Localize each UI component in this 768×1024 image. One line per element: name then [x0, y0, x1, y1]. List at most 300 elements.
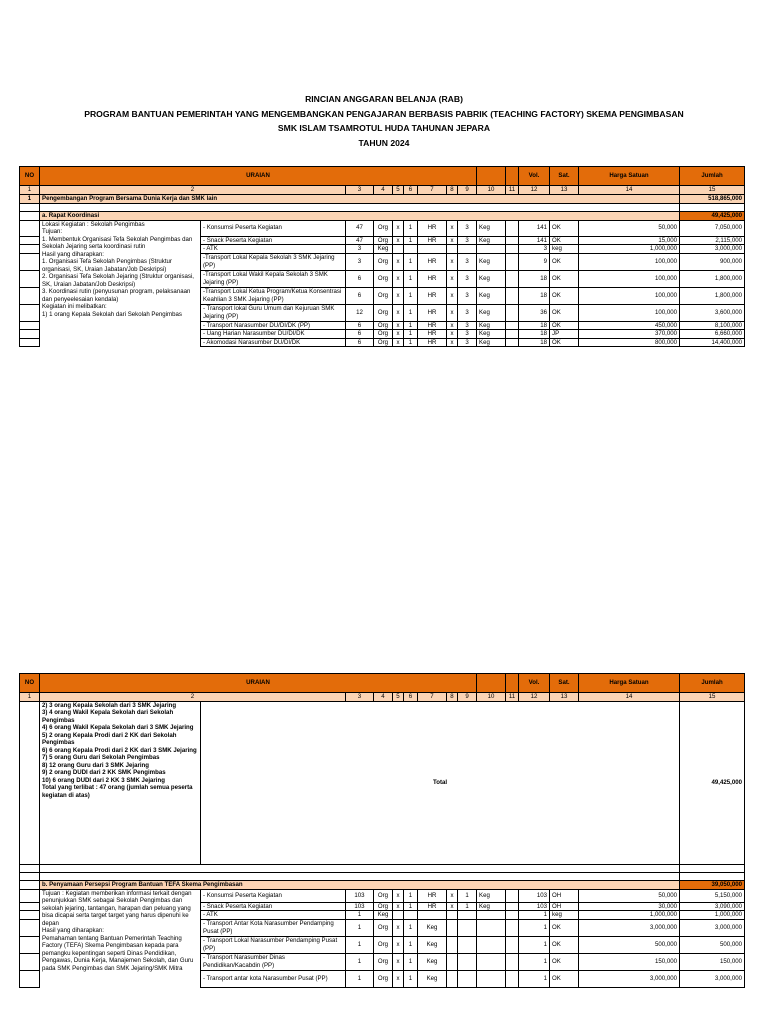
item-unit: Org: [374, 304, 393, 321]
item-vol: 18: [519, 330, 550, 339]
item-amount: 150,000: [680, 953, 745, 970]
item-vol: 18: [519, 270, 550, 287]
item-times: x: [393, 236, 404, 245]
item-vol: 1: [519, 936, 550, 953]
item-day-unit: Keg: [418, 936, 447, 953]
item-name: - Akomodasi Narasumber DU/DI/DK: [201, 338, 346, 347]
item-day-unit: Keg: [418, 953, 447, 970]
col-jumlah-header: Jumlah: [680, 167, 745, 186]
item-unit: Org: [374, 889, 393, 902]
activity-description: Tujuan : Kegiatan memberikan informasi terkait dengan penunjukkan SMK sebagai Sekolah Pengimbas dan sekolah jejaring, tantangan, harapan dan peluang yang bisa dicapai serta target target yang harus dipenuhi ke depan Hasil yang diharapkan: Pemahaman tentang Bantuan Pemerintah Teaching Factory (TEFA) Skema Pengimbasan kepada para pemangku kepentingan seperti Dinas Pendidikan, Pengawas, Dunia Kerja, Manajemen Sekolah, dan Guru pada SMK Pengimbas dan SMK Jejaring/SMK Mitra: [40, 889, 201, 987]
section-title: Pengembangan Program Bersama Dunia Kerja dan SMK lain: [40, 194, 680, 203]
col-number: 10: [477, 186, 506, 195]
spacer-row: [20, 203, 745, 211]
item-sat: OK: [550, 936, 579, 953]
rab-table-page2: [19, 673, 745, 988]
item-qty: 47: [346, 236, 374, 245]
item-times: x: [393, 253, 404, 270]
item-amount: 3,090,000: [680, 902, 745, 911]
item-vol: 1: [519, 919, 550, 936]
col-number: 4: [374, 693, 393, 702]
item-day-unit: HR: [418, 220, 447, 236]
item-days: 1: [404, 919, 418, 936]
item-freq: 3: [458, 321, 477, 330]
item-freq-unit: [477, 919, 506, 936]
item-price: 100,000: [579, 287, 680, 304]
item-freq-unit: Keg: [477, 220, 506, 236]
item-vol: 18: [519, 321, 550, 330]
item-price: 450,000: [579, 321, 680, 330]
item-freq: 3: [458, 220, 477, 236]
item-times: x: [447, 220, 458, 236]
item-unit: Org: [374, 330, 393, 339]
item-qty: 1: [346, 936, 374, 953]
item-qty: 3: [346, 245, 374, 254]
item-name: -Transport Lokal Wakil Kepala Sekolah 3 SMK Jejaring (PP): [201, 270, 346, 287]
col-number: 5: [393, 186, 404, 195]
item-sat: OK: [550, 270, 579, 287]
item-amount: 6,660,000: [680, 330, 745, 339]
item-vol: 36: [519, 304, 550, 321]
item-blank: [506, 287, 519, 304]
item-amount: 1,800,000: [680, 287, 745, 304]
item-name: - Konsumsi Peserta Kegiatan: [201, 889, 346, 902]
col-number: 7: [418, 693, 447, 702]
item-times: [447, 970, 458, 987]
item-times: x: [447, 889, 458, 902]
item-qty: 6: [346, 270, 374, 287]
item-day-unit: HR: [418, 321, 447, 330]
item-price: 100,000: [579, 304, 680, 321]
item-blank: [506, 330, 519, 339]
item-freq-unit: Keg: [477, 902, 506, 911]
section-total: 518,865,000: [680, 194, 745, 203]
item-blank: [506, 911, 519, 920]
item-amount: 5,150,000: [680, 889, 745, 902]
item-name: -Transport Lokal Kepala Sekolah 3 SMK Jejaring (PP): [201, 253, 346, 270]
item-price: 50,000: [579, 889, 680, 902]
item-times: [447, 911, 458, 920]
item-blank: [506, 889, 519, 902]
col-harga-header: Harga Satuan: [579, 674, 680, 693]
item-times: [393, 245, 404, 254]
item-day-unit: HR: [418, 338, 447, 347]
item-freq: 3: [458, 253, 477, 270]
item-blank: [506, 304, 519, 321]
item-row: [20, 220, 745, 236]
item-days: 1: [404, 287, 418, 304]
col-number: 14: [579, 186, 680, 195]
item-times: x: [447, 270, 458, 287]
item-blank: [506, 236, 519, 245]
item-name: - ATK: [201, 911, 346, 920]
item-freq-unit: [477, 970, 506, 987]
item-sat: OK: [550, 953, 579, 970]
item-days: 1: [404, 270, 418, 287]
item-unit: Org: [374, 253, 393, 270]
col-sat-header: Sat.: [550, 167, 579, 186]
item-times: [447, 936, 458, 953]
item-times: x: [393, 919, 404, 936]
item-qty: 103: [346, 902, 374, 911]
item-days: 1: [404, 304, 418, 321]
item-sat: OK: [550, 321, 579, 330]
item-price: 150,000: [579, 953, 680, 970]
col-jumlah-header: Jumlah: [680, 674, 745, 693]
col-uraian-header: URAIAN: [40, 674, 477, 693]
item-sat: keg: [550, 911, 579, 920]
item-times: x: [447, 236, 458, 245]
item-day-unit: HR: [418, 270, 447, 287]
col-blank-header: [477, 167, 506, 186]
col-no-header: NO: [20, 167, 40, 186]
item-amount: 3,000,000: [680, 970, 745, 987]
item-sat: OK: [550, 919, 579, 936]
item-unit: Keg: [374, 911, 393, 920]
col-number: 8: [447, 693, 458, 702]
item-times: x: [393, 304, 404, 321]
item-vol: 1: [519, 911, 550, 920]
item-amount: 1,000,000: [680, 911, 745, 920]
item-times: x: [393, 953, 404, 970]
item-freq: 3: [458, 236, 477, 245]
item-times: x: [393, 287, 404, 304]
item-unit: Org: [374, 970, 393, 987]
item-sat: OK: [550, 220, 579, 236]
item-unit: Org: [374, 270, 393, 287]
col-number: 15: [680, 186, 745, 195]
column-number-row: [20, 186, 745, 195]
item-day-unit: HR: [418, 330, 447, 339]
item-name: - Transport antar kota Narasumber Pusat (PP): [201, 970, 346, 987]
item-price: 500,000: [579, 936, 680, 953]
item-days: [404, 245, 418, 254]
item-blank: [506, 936, 519, 953]
doc-school-name: SMK ISLAM TSAMROTUL HUDA TAHUNAN JEPARA: [277, 123, 491, 133]
item-amount: 8,100,000: [680, 321, 745, 330]
doc-title: RINCIAN ANGGARAN BELANJA (RAB): [305, 94, 463, 104]
col-number: 14: [579, 693, 680, 702]
item-days: 1: [404, 321, 418, 330]
item-qty: 103: [346, 889, 374, 902]
item-price: 100,000: [579, 253, 680, 270]
rab-table-page1: [19, 166, 745, 347]
item-blank: [506, 953, 519, 970]
item-price: 800,000: [579, 338, 680, 347]
item-blank: [506, 245, 519, 254]
col-number: 7: [418, 186, 447, 195]
item-times: x: [447, 287, 458, 304]
col-number: 11: [506, 186, 519, 195]
item-freq-unit: Keg: [477, 287, 506, 304]
section-row: [20, 194, 745, 203]
item-sat: OK: [550, 253, 579, 270]
item-unit: Keg: [374, 245, 393, 254]
col-blank-header: [506, 167, 519, 186]
total-label: Total: [201, 701, 680, 864]
item-times: x: [393, 902, 404, 911]
item-vol: 103: [519, 889, 550, 902]
item-price: 3,000,000: [579, 919, 680, 936]
col-number: 12: [519, 693, 550, 702]
col-number: 3: [346, 186, 374, 195]
item-freq-unit: Keg: [477, 889, 506, 902]
item-amount: 2,115,000: [680, 236, 745, 245]
item-day-unit: HR: [418, 304, 447, 321]
item-freq: 1: [458, 889, 477, 902]
item-day-unit: HR: [418, 902, 447, 911]
col-number: 13: [550, 186, 579, 195]
col-number: 9: [458, 693, 477, 702]
item-freq: [458, 953, 477, 970]
spacer-row: [20, 872, 745, 880]
item-qty: 6: [346, 287, 374, 304]
item-price: 50,000: [579, 220, 680, 236]
item-amount: 3,000,000: [680, 919, 745, 936]
col-no-header: NO: [20, 674, 40, 693]
item-freq: [458, 245, 477, 254]
item-qty: 1: [346, 953, 374, 970]
item-amount: 3,000,000: [680, 245, 745, 254]
col-number: 6: [404, 693, 418, 702]
item-name: - Snack Peserta Kegiatan: [201, 236, 346, 245]
item-qty: 12: [346, 304, 374, 321]
items-subsection-a: [20, 220, 745, 347]
item-freq: [458, 911, 477, 920]
item-qty: 1: [346, 911, 374, 920]
item-day-unit: HR: [418, 889, 447, 902]
total-row: [20, 701, 745, 864]
item-freq-unit: Keg: [477, 253, 506, 270]
item-day-unit: HR: [418, 287, 447, 304]
item-name: - Transport Lokal Narasumber Pendamping Pusat (PP): [201, 936, 346, 953]
item-day-unit: HR: [418, 236, 447, 245]
item-times: x: [447, 253, 458, 270]
item-sat: JP: [550, 330, 579, 339]
item-price: 1,000,000: [579, 245, 680, 254]
item-days: 1: [404, 330, 418, 339]
item-times: x: [447, 321, 458, 330]
item-freq: 3: [458, 330, 477, 339]
item-blank: [506, 902, 519, 911]
item-days: [404, 911, 418, 920]
activity-description: Lokasi Kegiatan : Sekolah Pengimbas Tujuan: 1. Membentuk Organisasi Tefa Sekolah Pengimbas dan Sekolah Jejaring serta koordinasi rutin Hasil yang diharapkan: 1. Organisasi Tefa Sekolah Pengimbas (Struktur organisasi, SK, Uraian Jabatan/Job Deskripsi) 2. Organisasi Tefa Sekolah Jejaring (Struktur organisasi, SK, Uraian Jabatan/Job Deskripsi) 3. Koordinasi rutin (penyusunan program, pelaksanaan dan penyeelesaian kendala) Kegiatan ini melibatkan: 1) 1 orang Kepala Sekolah dari Sekolah Pengimbas: [40, 220, 201, 347]
col-number: 15: [680, 693, 745, 702]
item-unit: Org: [374, 953, 393, 970]
item-blank: [506, 253, 519, 270]
item-vol: 18: [519, 287, 550, 304]
item-sat: OK: [550, 338, 579, 347]
item-vol: 141: [519, 236, 550, 245]
item-freq: 1: [458, 902, 477, 911]
item-vol: 103: [519, 902, 550, 911]
subsection-total: 39,050,000: [680, 880, 745, 889]
item-freq: 3: [458, 287, 477, 304]
item-unit: Org: [374, 919, 393, 936]
item-day-unit: HR: [418, 253, 447, 270]
item-days: 1: [404, 902, 418, 911]
item-row: [20, 889, 745, 902]
item-price: 100,000: [579, 270, 680, 287]
item-freq-unit: [477, 953, 506, 970]
item-days: 1: [404, 936, 418, 953]
col-vol-header: Vol.: [519, 167, 550, 186]
item-times: [447, 919, 458, 936]
item-days: 1: [404, 889, 418, 902]
item-days: 1: [404, 338, 418, 347]
item-qty: 1: [346, 970, 374, 987]
item-qty: 47: [346, 220, 374, 236]
item-amount: 500,000: [680, 936, 745, 953]
col-number: 4: [374, 186, 393, 195]
item-sat: keg: [550, 245, 579, 254]
item-amount: 7,050,000: [680, 220, 745, 236]
item-vol: 18: [519, 338, 550, 347]
item-days: 1: [404, 220, 418, 236]
item-vol: 9: [519, 253, 550, 270]
item-vol: 141: [519, 220, 550, 236]
item-times: x: [447, 902, 458, 911]
doc-program-title: PROGRAM BANTUAN PEMERINTAH YANG MENGEMBANGKAN PENGAJARAN BERBASIS PABRIK (TEACHING FACTORY) SKEMA PENGIMBASAN: [84, 108, 684, 119]
subsection-row: [20, 880, 745, 889]
item-name: - ATK: [201, 245, 346, 254]
item-unit: Org: [374, 338, 393, 347]
item-name: - Transport lokal Guru Umum dan Kejuruan SMK Jejaring (PP): [201, 304, 346, 321]
total-value: 49,425,000: [680, 701, 745, 864]
item-day-unit: [418, 911, 447, 920]
item-name: - Transport Antar Kota Narasumber Pendamping Pusat (PP): [201, 919, 346, 936]
col-number: 10: [477, 693, 506, 702]
participants-description: 2) 3 orang Kepala Sekolah dari 3 SMK Jejaring 3) 4 orang Wakil Kepala Sekolah dari Sekolah Pengimbas 4) 6 orang Wakil Kepala Sekolah dari 3 SMK Jejaring 5) 2 orang Kepala Prodi dari 2 KK dari Sekolah Pengimbas 6) 6 orang Kepala Prodi dari 2 KK dari 3 SMK Jejaring 7) 5 orang Guru dari Sekolah Pengimbas 8) 12 orang Guru dari 3 SMK Jejaring 9) 2 orang DUDI dari 2 KK SMK Pengimbas 10) 6 orang DUDI dari 2 KK 3 SMK Jejaring Total yang terlibat : 47 orang (jumlah semua peserta kegiatan di atas): [40, 701, 201, 864]
col-number: 6: [404, 186, 418, 195]
item-times: [447, 953, 458, 970]
item-times: x: [393, 330, 404, 339]
item-times: x: [393, 270, 404, 287]
subsection-title: a. Rapat Koordinasi: [40, 211, 680, 220]
col-number: 1: [20, 693, 40, 702]
col-number: 5: [393, 693, 404, 702]
item-unit: Org: [374, 936, 393, 953]
item-days: 1: [404, 953, 418, 970]
item-price: 15,000: [579, 236, 680, 245]
item-times: x: [447, 338, 458, 347]
item-times: [447, 245, 458, 254]
document-header: [0, 92, 768, 150]
item-amount: 3,600,000: [680, 304, 745, 321]
item-sat: OK: [550, 970, 579, 987]
item-price: 3,000,000: [579, 970, 680, 987]
col-number: 13: [550, 693, 579, 702]
item-unit: Org: [374, 236, 393, 245]
col-number: 8: [447, 186, 458, 195]
item-freq: [458, 919, 477, 936]
item-name: - Transport Narasumber Dinas Pendidikan/Kacabdin (PP): [201, 953, 346, 970]
item-price: 1,000,000: [579, 911, 680, 920]
subsection-title: b. Penyamaan Persepsi Program Bantuan TEFA Skema Pengimbasan: [40, 880, 680, 889]
subsection-row: [20, 211, 745, 220]
item-sat: OH: [550, 902, 579, 911]
item-name: -Transport Lokal Ketua Program/Ketua Konsentrasi Keahlian 3 SMK Jejaring (PP): [201, 287, 346, 304]
item-sat: OK: [550, 236, 579, 245]
item-name: - Transport Narasumber DU/DI/DK (PP): [201, 321, 346, 330]
item-freq-unit: Keg: [477, 338, 506, 347]
item-day-unit: Keg: [418, 919, 447, 936]
item-sat: OH: [550, 889, 579, 902]
item-vol: 1: [519, 953, 550, 970]
item-freq: [458, 936, 477, 953]
item-freq: 3: [458, 338, 477, 347]
item-amount: 900,000: [680, 253, 745, 270]
item-qty: 3: [346, 253, 374, 270]
col-number: 12: [519, 186, 550, 195]
item-times: x: [393, 889, 404, 902]
item-freq: [458, 970, 477, 987]
item-price: 370,000: [579, 330, 680, 339]
item-freq: 3: [458, 304, 477, 321]
spacer-row: [20, 864, 745, 872]
column-number-row: [20, 693, 745, 702]
item-blank: [506, 970, 519, 987]
item-unit: Org: [374, 902, 393, 911]
item-freq-unit: [477, 911, 506, 920]
item-days: 1: [404, 253, 418, 270]
item-freq-unit: [477, 245, 506, 254]
item-times: x: [393, 338, 404, 347]
col-sat-header: Sat.: [550, 674, 579, 693]
item-day-unit: [418, 245, 447, 254]
col-vol-header: Vol.: [519, 674, 550, 693]
item-freq-unit: Keg: [477, 270, 506, 287]
col-number: 2: [40, 186, 346, 195]
item-amount: 1,800,000: [680, 270, 745, 287]
table-header-row: [20, 674, 745, 693]
item-times: x: [393, 220, 404, 236]
item-freq-unit: Keg: [477, 330, 506, 339]
item-days: 1: [404, 970, 418, 987]
item-sat: OK: [550, 304, 579, 321]
item-freq-unit: Keg: [477, 321, 506, 330]
items-subsection-b: [20, 889, 745, 987]
item-name: - Snack Peserta Kegiatan: [201, 902, 346, 911]
item-vol: 1: [519, 970, 550, 987]
item-unit: Org: [374, 321, 393, 330]
subsection-total: 49,425,000: [680, 211, 745, 220]
table-header-row: [20, 167, 745, 186]
item-unit: Org: [374, 287, 393, 304]
item-times: x: [393, 321, 404, 330]
item-name: - Konsumsi Peserta Kegiatan: [201, 220, 346, 236]
item-blank: [506, 220, 519, 236]
item-blank: [506, 919, 519, 936]
doc-year: TAHUN 2024: [358, 137, 410, 148]
item-amount: 14,400,000: [680, 338, 745, 347]
col-uraian-header: URAIAN: [40, 167, 477, 186]
item-name: - Uang Harian Narasumber DU/DI/DK: [201, 330, 346, 339]
item-vol: 3: [519, 245, 550, 254]
item-times: x: [447, 330, 458, 339]
item-qty: 6: [346, 338, 374, 347]
item-price: 30,000: [579, 902, 680, 911]
col-number: 2: [40, 693, 346, 702]
item-day-unit: Keg: [418, 970, 447, 987]
item-sat: OK: [550, 287, 579, 304]
item-freq: 3: [458, 270, 477, 287]
col-number: 11: [506, 693, 519, 702]
col-number: 3: [346, 693, 374, 702]
col-number: 9: [458, 186, 477, 195]
item-times: x: [447, 304, 458, 321]
item-qty: 1: [346, 919, 374, 936]
